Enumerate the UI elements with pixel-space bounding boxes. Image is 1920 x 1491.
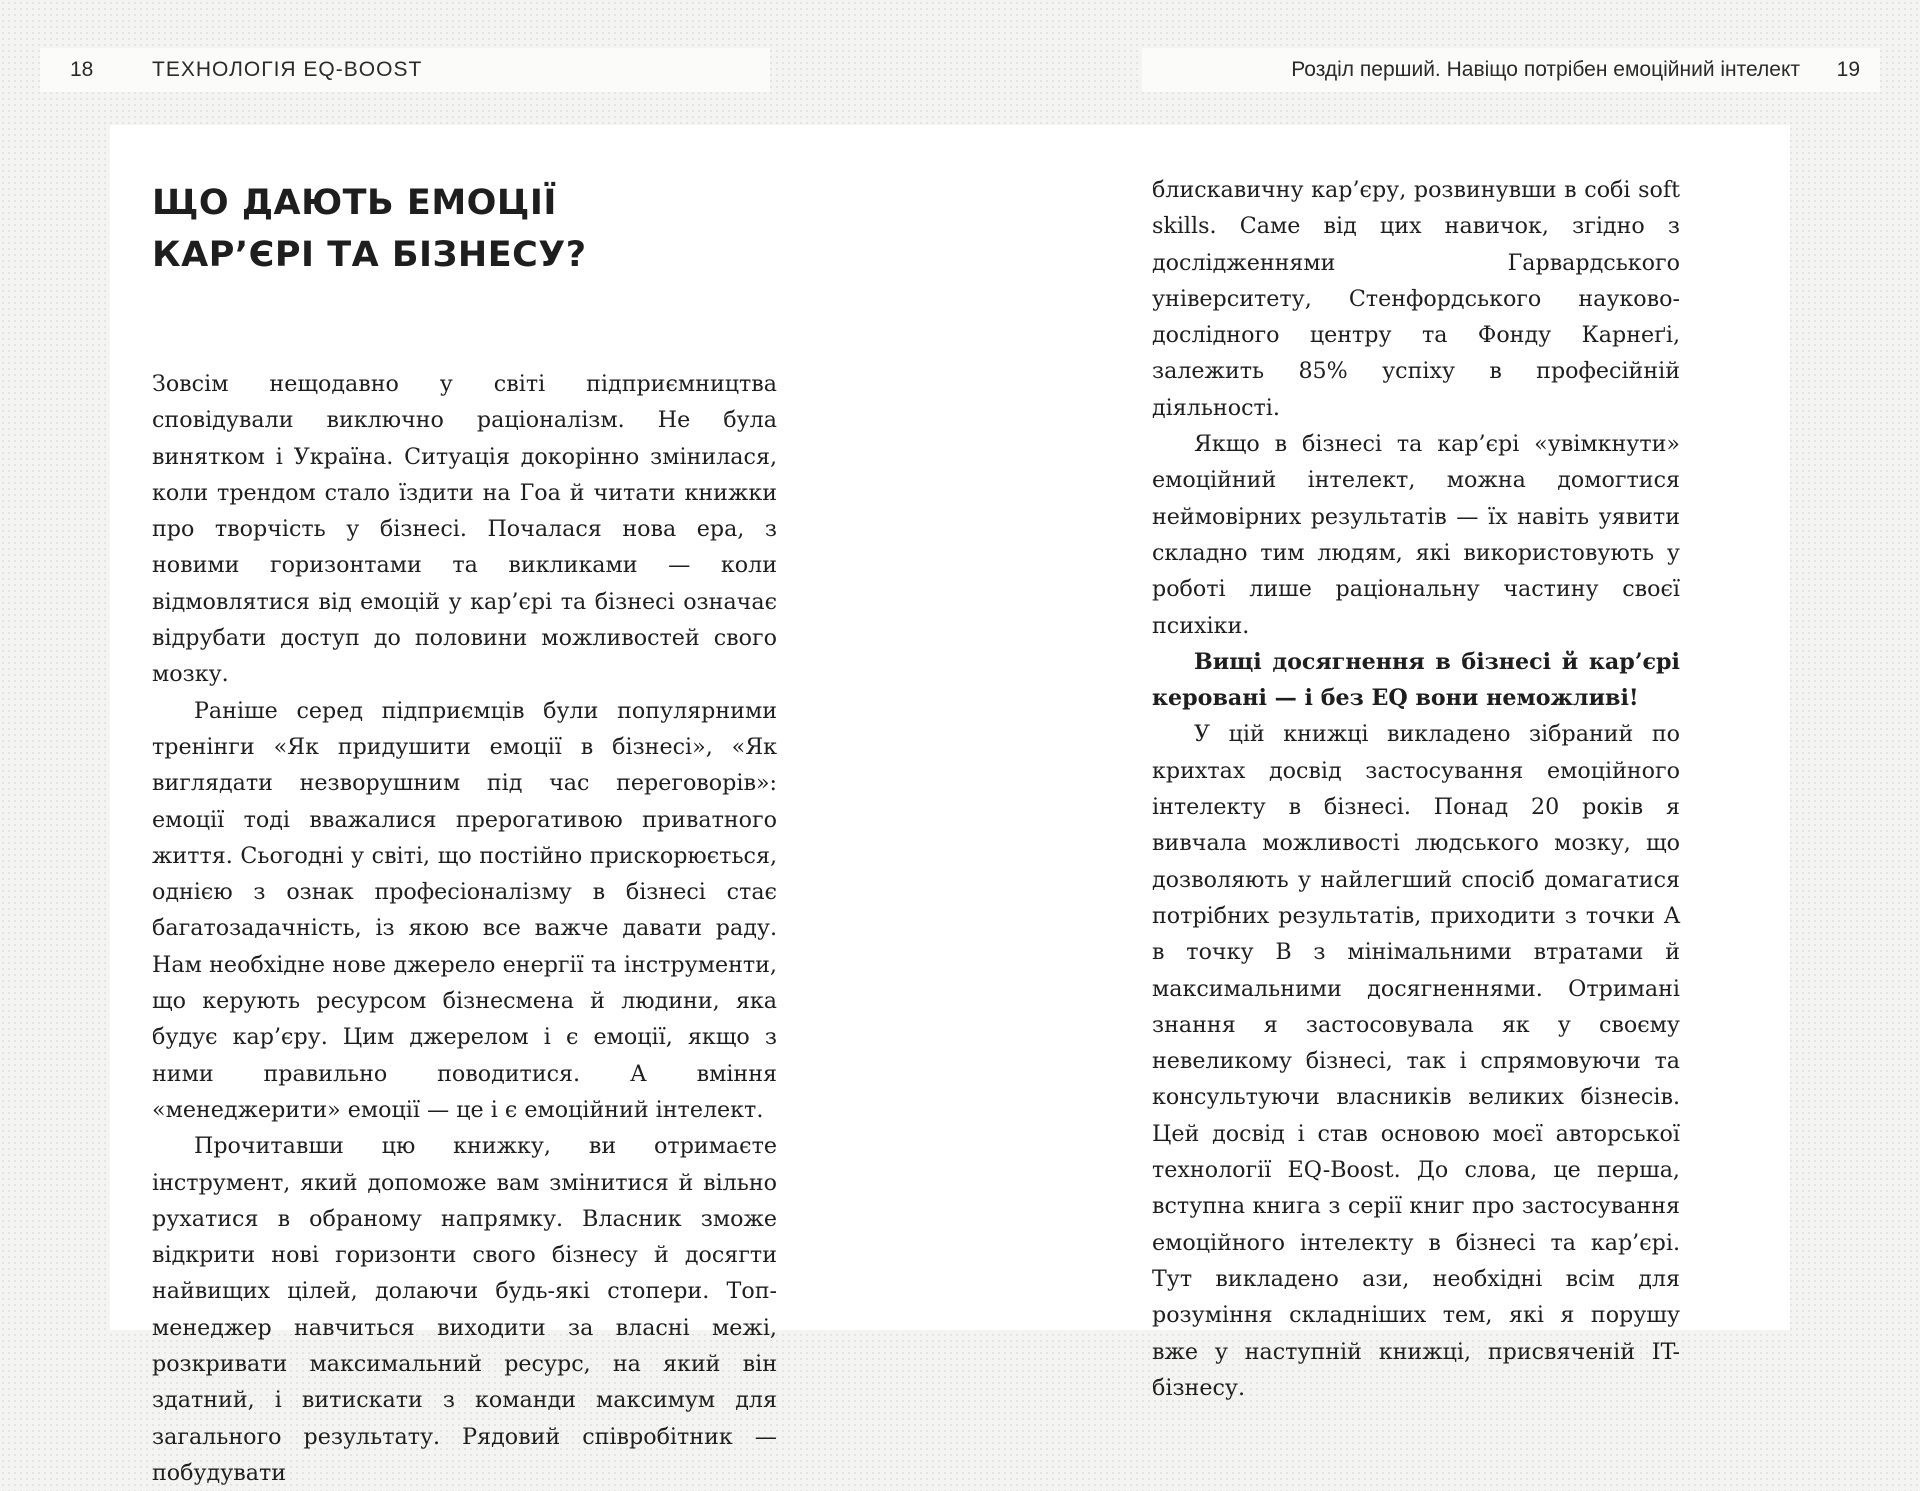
- chapter-heading: [152, 177, 777, 281]
- heading-line-1: ЩО ДАЮТЬ ЕМОЦІЇ: [152, 183, 557, 223]
- book-spread: [110, 125, 1790, 1486]
- left-paragraph-2: Раніше серед підприємців були популярними тренінги «Як придушити емоції в бізнесі», «Як виглядати незворушним під час переговорів»: емоції тоді вважалися прерогативою приватного життя. Сьогодні у світі, що постійно прискорюється, однією з ознак професіоналізму в бізнесі стає багатозадачність, із якою все важче давати раду. Нам необхідне нове джерело енергії та інструменти, що керують ресурсом бізнесмена й людини, яка будує кар’єру. Цим джерелом і є емоції, якщо з ними правильно поводитися. А вміння «менеджерити» емоції — це і є емоційний інтелект.: [152, 697, 777, 1123]
- right-paragraph-1: блискавичну кар’єру, розвинувши в собі soft skills. Саме від цих навичок, згідно з дослідженнями Гарвардського університету, Стенфордського науково-дослідного центру та Фонду Карнеґі, залежить 85% успіху в професійній діяльності.: [1152, 177, 1680, 421]
- left-paragraph-1: Зовсім нещодавно у світі підприємництва сповідували виключно раціоналізм. Не була винятком і Україна. Ситуація докорінно змінилася, коли трендом стало їздити на Гоа й читати книжки про творчість у бізнесі. Почалася нова ера, з новими горизонтами та викликами — коли відмовлятися від емоцій у кар’єрі та бізнесі означає відрубати доступ до половини можливостей свого мозку.: [152, 371, 777, 688]
- heading-line-2: КАР’ЄРІ ТА БІЗНЕСУ?: [152, 235, 587, 275]
- right-running-title: Розділ перший. Навіщо потрібен емоційний інтелект: [1291, 58, 1800, 81]
- right-paragraph-3: [1152, 644, 1680, 717]
- left-running-title: ТЕХНОЛОГІЯ EQ-BOOST: [152, 58, 423, 81]
- right-page-column: [1152, 172, 1680, 1406]
- right-running-head: [1142, 48, 1880, 92]
- key-statement: Вищі досягнення в бізнесі й кар’єрі керовані — і без EQ вони неможливі!: [1152, 648, 1680, 712]
- left-page-column: [152, 125, 777, 1491]
- left-running-head: [40, 48, 770, 92]
- right-page-number: 19: [1836, 58, 1860, 81]
- right-paragraph-4: У цій книжці викладено зібраний по крихтах досвід застосування емоційного інтелекту в бізнесі. Понад 20 років я вивчала можливості людського мозку, що дозволяють у найлегший спосіб домагатися потрібних результатів, приходити з точки A в точку B з мінімальними втратами й максимальними досягненнями. Отримані знання я застосовувала як у своєму невеликому бізнесі, так і спрямовуючи та консультуючи власників великих бізнесів. Цей досвід і став основою моєї авторської технології EQ-Boost. До слова, це перша, вступна книга з серії книг про застосування емоційного інтелекту в бізнесі та кар’єрі. Тут викладено ази, необхідні всім для розуміння складніших тем, які я порушу вже у наступній книжці, присвяченій IT-бізнесу.: [1152, 721, 1680, 1401]
- right-paragraph-2: Якщо в бізнесі та кар’єрі «увімкнути» емоційний інтелект, можна домогтися неймовірних результатів — їх навіть уявити складно тим людям, які використовують у роботі лише раціональну частину своєї психіки.: [1152, 431, 1680, 639]
- left-page-number: 18: [70, 58, 94, 81]
- left-paragraph-3: Прочитавши цю книжку, ви отримаєте інструмент, який допоможе вам змінитися й вільно рухатися в обраному напрямку. Власник зможе відкрити нові горизонти свого бізнесу й досягти найвищих цілей, долаючи будь-які стопери. Топ-менеджер навчиться виходити за власні межі, розкривати максимальний ресурс, на який він здатний, і витискати з команди максимум для загального результату. Рядовий співробітник — побудувати: [152, 1133, 777, 1486]
